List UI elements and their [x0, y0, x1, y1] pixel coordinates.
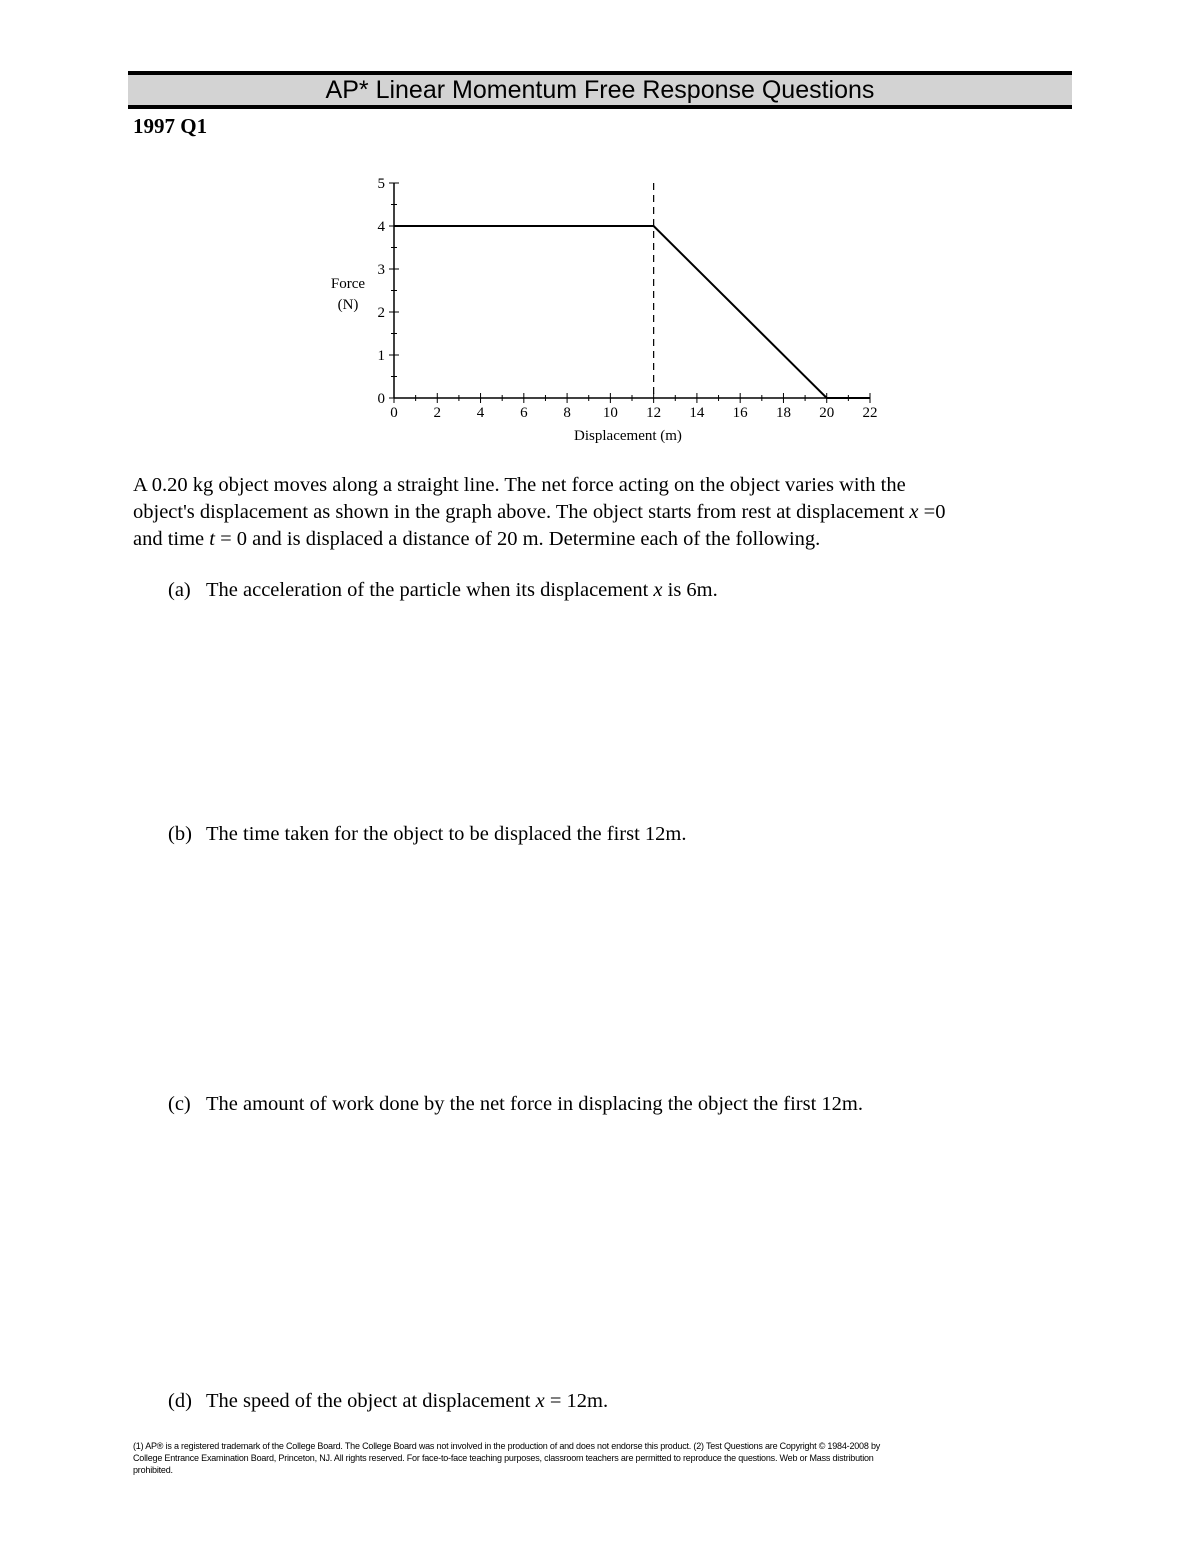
- footnote-line: (1) AP® is a registered trademark of the College Board. The College Board was not involved in the production of and does not endorse this product. (2) Test Questions are Copyright © 1984-2008 by: [133, 1441, 881, 1451]
- intro-text: object's displacement as shown in the graph above. The object starts from rest at displacement: [133, 501, 910, 523]
- force-series-line: [394, 226, 870, 398]
- intro-line-3: [133, 526, 1063, 553]
- force-displacement-chart: [0, 0, 1200, 460]
- x-tick-label: 4: [476, 405, 485, 421]
- page-title: AP* Linear Momentum Free Response Questions: [325, 76, 875, 104]
- variable-x: x: [909, 501, 919, 523]
- x-tick-label: 0: [390, 405, 398, 421]
- part-text: The acceleration of the particle when its displacement: [206, 579, 654, 601]
- part-text: The time taken for the object to be displaced the first 12m.: [206, 823, 687, 845]
- y-tick-label: 0: [377, 391, 385, 407]
- y-axis-label-line2: (N): [337, 297, 359, 313]
- x-tick-label: 16: [732, 405, 748, 421]
- footnote-line: prohibited.: [133, 1465, 173, 1475]
- part-text: The amount of work done by the net force in displacing the object the first 12m.: [206, 1093, 863, 1115]
- x-tick-label: 22: [862, 405, 878, 421]
- x-tick-label: 2: [433, 405, 442, 421]
- intro-line-2: [133, 499, 1063, 526]
- variable-x: x: [535, 1390, 545, 1412]
- part-text: The speed of the object at displacement: [206, 1390, 536, 1412]
- y-tick-label: 2: [377, 305, 385, 321]
- x-tick-label: 8: [563, 405, 571, 421]
- y-tick-label: 1: [377, 348, 385, 364]
- question-number: 1997 Q1: [133, 114, 208, 138]
- intro-text: =0: [918, 501, 946, 523]
- part-d: [168, 1390, 608, 1413]
- copyright-footnote: [133, 1440, 1073, 1476]
- x-tick-label: 12: [646, 405, 662, 421]
- part-label: (a): [168, 579, 191, 601]
- x-tick-label: 20: [819, 405, 835, 421]
- part-a: [168, 579, 718, 602]
- x-tick-label: 6: [520, 405, 528, 421]
- footnote-line: College Entrance Examination Board, Princeton, NJ. All rights reserved. For face-to-face teaching purposes, classroom teachers are permitted to reproduce the questions. Web or Mass distribution: [133, 1453, 874, 1463]
- chart-marks: [394, 183, 870, 398]
- intro-text: = 0 and is displaced a distance of 20 m. Determine each of the following.: [215, 528, 821, 550]
- part-label: (b): [168, 823, 192, 845]
- part-c: [168, 1093, 863, 1116]
- chart-axes: [394, 183, 870, 398]
- part-text: = 12m.: [544, 1390, 609, 1412]
- x-axis-label: Displacement (m): [574, 428, 682, 444]
- problem-statement: [133, 472, 1063, 553]
- x-tick-label: 14: [689, 405, 705, 421]
- variable-x: x: [653, 579, 663, 601]
- part-label: (c): [168, 1093, 191, 1115]
- y-tick-label: 5: [377, 176, 385, 192]
- y-tick-label: 4: [377, 219, 385, 235]
- part-label: (d): [168, 1390, 192, 1412]
- intro-text: and time: [133, 528, 210, 550]
- x-tick-label: 18: [775, 405, 791, 421]
- variable-t: t: [209, 528, 215, 550]
- part-b: [168, 823, 686, 846]
- x-tick-label: 10: [602, 405, 618, 421]
- part-text: is 6m.: [662, 579, 718, 601]
- intro-line-1: A 0.20 kg object moves along a straight line. The net force acting on the object varies with the: [133, 474, 906, 496]
- chart-ticks: [378, 176, 878, 421]
- y-axis-label-line1: Force: [330, 276, 366, 292]
- y-tick-label: 3: [377, 262, 385, 278]
